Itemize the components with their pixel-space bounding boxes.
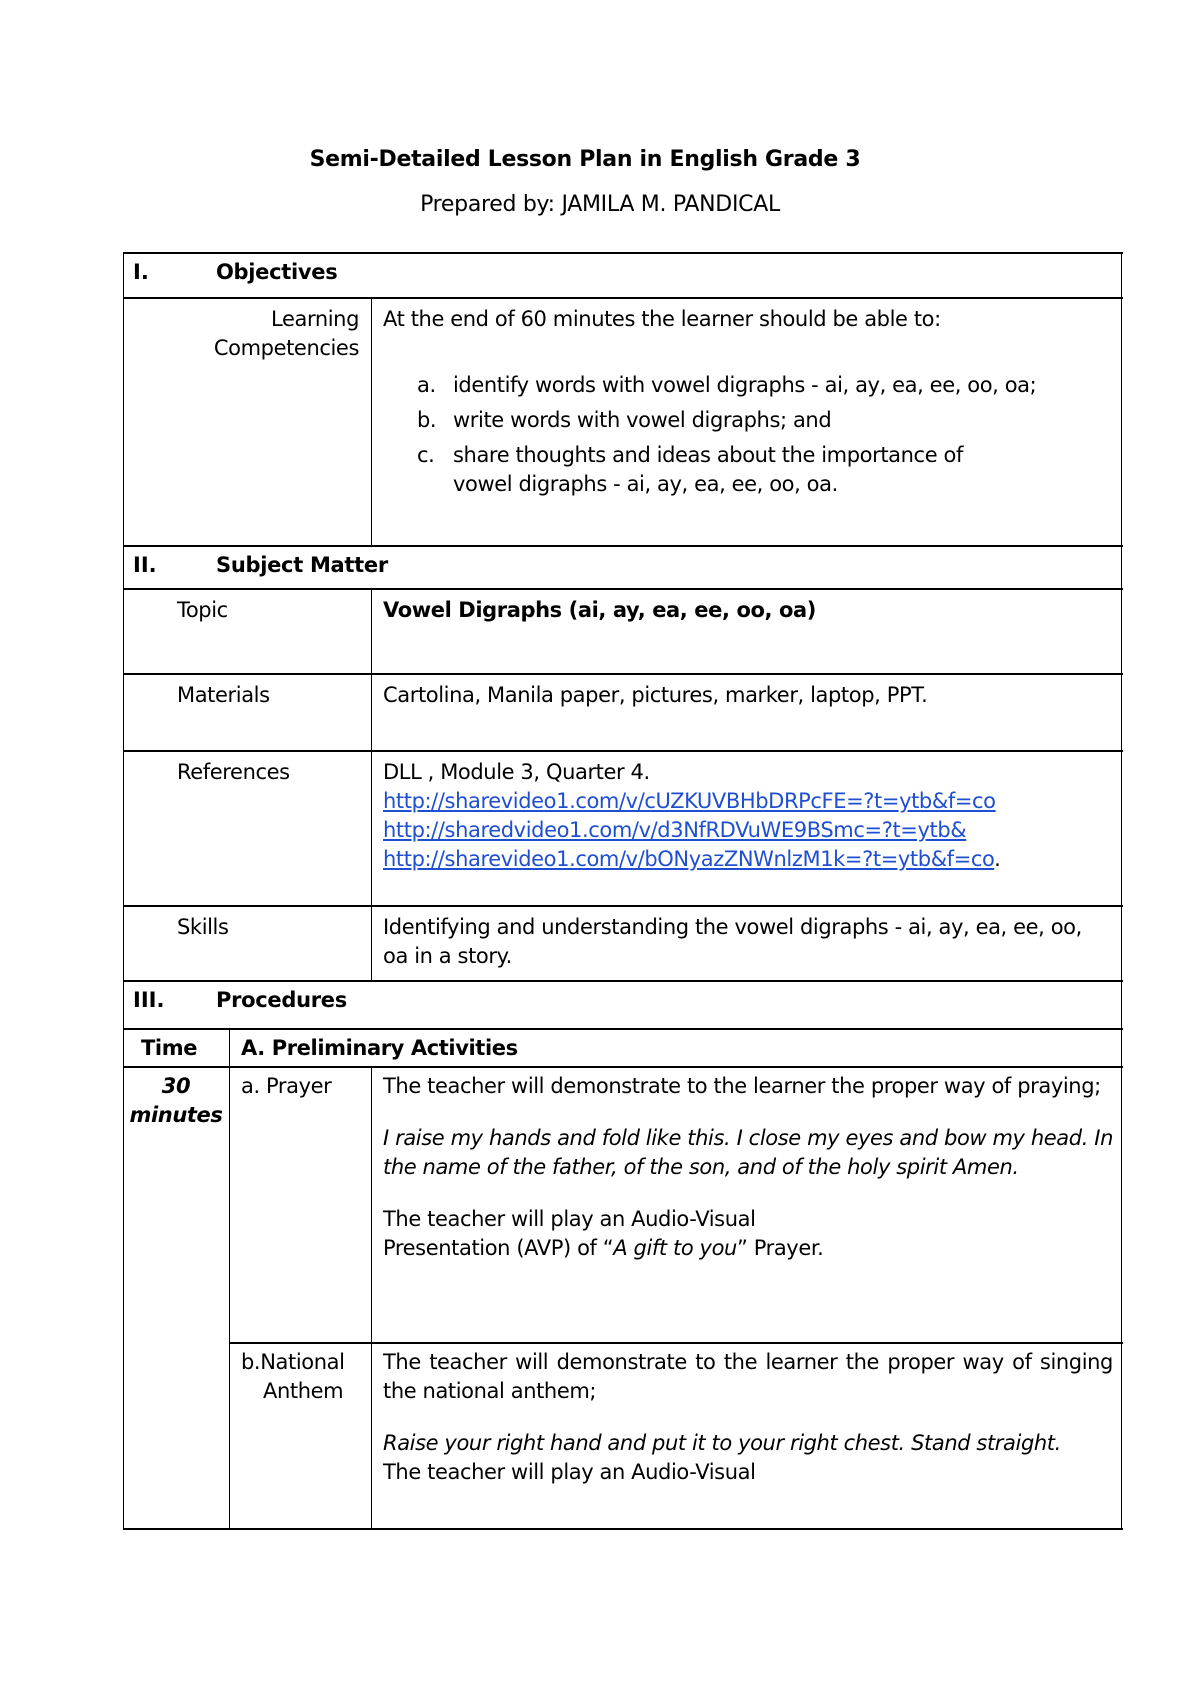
- prayer-italic: I raise my hands and fold like this. I close my eyes and bow my head. In the name of the father, of the son, and of the holy spirit Amen.: [383, 1126, 1113, 1179]
- objectives-number: I.: [133, 260, 149, 284]
- anthem-text: The teacher will demonstrate to the learner the proper way of singing the national anthem;: [383, 1350, 1113, 1403]
- subject-matter-section-header: [123, 545, 1123, 588]
- reference-link[interactable]: http://sharevideo1.com/v/bONyazZNWnlzM1k=?t=ytb&f=co: [383, 847, 995, 871]
- references-end: .: [994, 847, 1001, 871]
- objective-text: identify words with vowel digraphs - ai, ay, ea, ee, oo, oa;: [453, 373, 1037, 397]
- page-title: Semi-Detailed Lesson Plan in English Grade 3: [309, 147, 861, 172]
- skills-value: Identifying and understanding the vowel digraphs - ai, ay, ea, ee, oo, oa in a story.: [383, 915, 1082, 968]
- references-content: [371, 750, 1121, 905]
- anthem-label: [229, 1342, 371, 1528]
- reference-last-line: [383, 845, 1113, 874]
- prayer-text: The teacher will demonstrate to the learner the proper way of praying;: [383, 1074, 1101, 1098]
- materials-label: Materials: [177, 683, 270, 707]
- prayer-avp-line2: [383, 1234, 1113, 1263]
- procedures-title: Procedures: [216, 988, 347, 1012]
- materials-value: Cartolina, Manila paper, pictures, marker, laptop, PPT.: [383, 683, 928, 707]
- topic-value: Vowel Digraphs (ai, ay, ea, ee, oo, oa): [383, 598, 817, 622]
- objectives-intro: At the end of 60 minutes the learner should be able to:: [383, 307, 941, 331]
- references-row: [123, 750, 1123, 905]
- subject-matter-title: Subject Matter: [216, 553, 388, 577]
- objective-item: [383, 371, 1113, 400]
- divider: [371, 297, 372, 545]
- label-line: Learning: [271, 307, 359, 331]
- references-label: References: [177, 760, 290, 784]
- learning-competencies-label: [123, 297, 371, 545]
- objective-item: [383, 406, 1113, 435]
- learning-competencies-content: [371, 297, 1121, 545]
- prayer-content: [371, 1066, 1121, 1342]
- topic-row: [123, 588, 1123, 673]
- prepared-by: Prepared by: JAMILA M. PANDICAL: [420, 192, 780, 217]
- materials-row: [123, 673, 1123, 750]
- divider: [229, 1028, 230, 1528]
- procedures-section-header: [123, 980, 1123, 1028]
- prayer-label: a. Prayer: [241, 1074, 332, 1098]
- anthem-content: [371, 1342, 1121, 1528]
- list-marker: c.: [417, 443, 435, 467]
- anthem-label-line: Anthem: [263, 1379, 344, 1403]
- anthem-italic: Raise your right hand and put it to your right chest. Stand straight.: [383, 1431, 1061, 1455]
- table-border-bottom: [123, 1528, 1123, 1530]
- references-text: DLL , Module 3, Quarter 4.: [383, 760, 650, 784]
- list-marker: b.: [417, 408, 437, 432]
- time-value-line: minutes: [129, 1103, 223, 1127]
- subject-matter-number: II.: [133, 553, 157, 577]
- prayer-avp-line1: The teacher will play an Audio-Visual: [383, 1207, 756, 1231]
- lesson-plan-table: [123, 252, 1123, 1530]
- objectives-list: [383, 371, 1113, 499]
- reference-link[interactable]: http://sharevideo1.com/v/cUZKUVBHbDRPcFE=?t=ytb&f=co: [383, 789, 996, 813]
- label-line: Competencies: [213, 336, 359, 360]
- objective-text: share thoughts and ideas about the importance of vowel digraphs - ai, ay, ea, ee, oo, oa.: [453, 443, 963, 496]
- reference-link[interactable]: http://sharedvideo1.com/v/d3NfRDVuWE9BSmc=?t=ytb&: [383, 818, 967, 842]
- divider: [371, 1066, 372, 1528]
- skills-label: Skills: [177, 915, 229, 939]
- procedures-column-header: [123, 1028, 1123, 1066]
- time-header: Time: [141, 1036, 198, 1060]
- divider: [371, 588, 372, 980]
- anthem-avp-line: The teacher will play an Audio-Visual: [383, 1460, 756, 1484]
- preliminary-activities-header: A. Preliminary Activities: [241, 1036, 518, 1060]
- prayer-avp-text: Presentation (AVP) of “: [383, 1236, 614, 1260]
- list-marker: a.: [417, 373, 436, 397]
- time-value-line: 30: [161, 1074, 191, 1098]
- procedures-number: III.: [133, 988, 165, 1012]
- objectives-section-header: [123, 252, 1123, 297]
- objective-item: [383, 441, 1013, 499]
- skills-row: [123, 905, 1123, 980]
- prayer-avp-title: A gift to you: [613, 1236, 737, 1260]
- prayer-avp-text: ” Prayer.: [736, 1236, 824, 1260]
- prayer-row: [123, 1066, 1123, 1342]
- anthem-label-line: b.National: [241, 1350, 345, 1374]
- anthem-row: [123, 1342, 1123, 1528]
- objective-text: write words with vowel digraphs; and: [453, 408, 832, 432]
- topic-label: Topic: [177, 598, 228, 622]
- objectives-title: Objectives: [216, 260, 338, 284]
- learning-competencies-row: [123, 297, 1123, 545]
